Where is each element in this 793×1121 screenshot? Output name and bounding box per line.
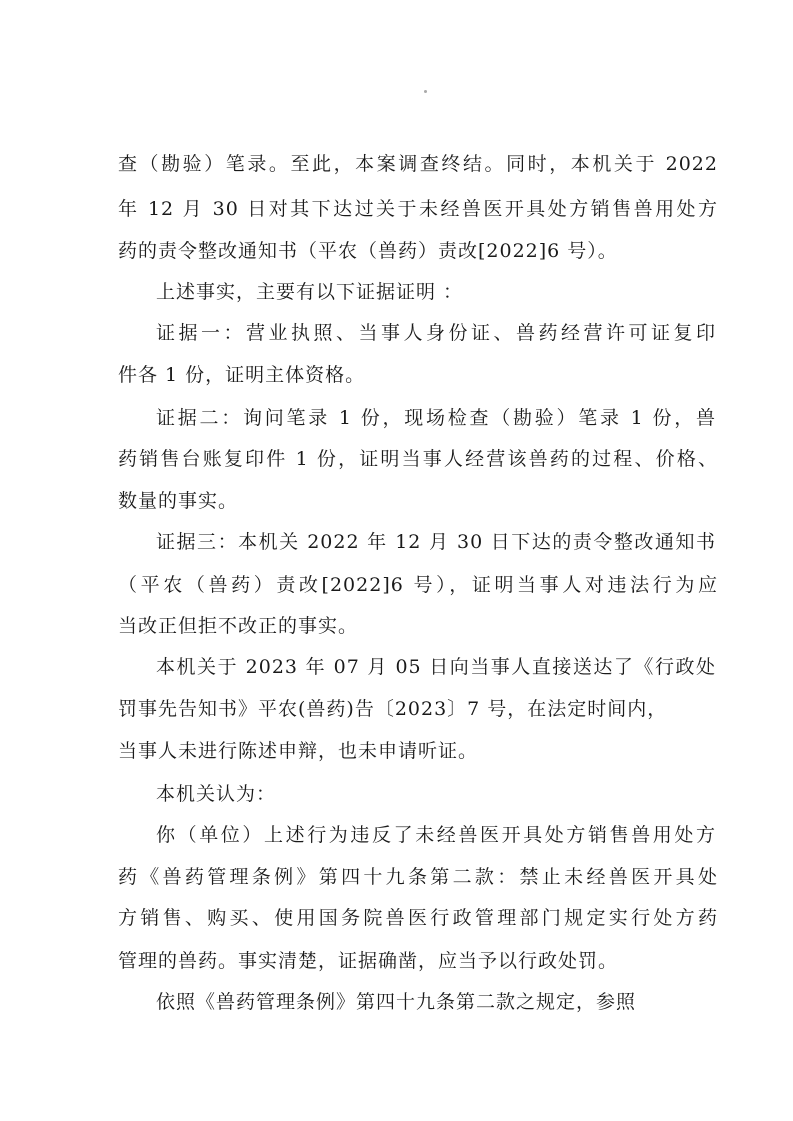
text-line: 证据一：营业执照、当事人身份证、兽药经营许可证复印: [156, 322, 716, 344]
text-line: 药销售台账复印件 1 份，证明当事人经营该兽药的过程、价格、: [118, 448, 718, 470]
text-line: 查（勘验）笔录。至此，本案调查终结。同时，本机关于 2022: [118, 153, 718, 175]
text-line: 药《兽药管理条例》第四十九条第二款：禁止未经兽医开具处: [118, 866, 718, 888]
text-line: 上述事实，主要有以下证据证明 ：: [156, 281, 464, 303]
text-line: 你（单位）上述行为违反了未经兽医开具处方销售兽用处方: [156, 824, 716, 846]
text-line: 药的责令整改通知书（平农（兽药）责改[2022]6 号）。: [118, 240, 618, 262]
text-line: 本机关认为：: [156, 783, 277, 805]
text-line: （平农（兽药）责改[2022]6 号），证明当事人对违法行为应: [118, 574, 718, 596]
text-line: 当事人未进行陈述申辩，也未申请听证。: [118, 740, 479, 762]
text-line: 证据二：询问笔录 1 份，现场检查（勘验）笔录 1 份，兽: [156, 407, 716, 429]
scan-speck: [424, 90, 427, 93]
text-line: 证据三：本机关 2022 年 12 月 30 日下达的责令整改通知书: [156, 531, 716, 553]
text-line: 数量的事实。: [118, 490, 239, 512]
text-line: 件各 1 份，证明主体资格。: [118, 364, 366, 386]
text-line: 当改正但拒不改正的事实。: [118, 615, 359, 637]
text-line: 管理的兽药。事实清楚，证据确凿，应当予以行政处罚。: [118, 950, 619, 972]
text-line: 方销售、购买、使用国务院兽医行政管理部门规定实行处方药: [118, 907, 718, 929]
text-line: 依照《兽药管理条例》第四十九条第二款之规定，参照: [156, 991, 637, 1013]
text-line: 本机关于 2023 年 07 月 05 日向当事人直接送达了《行政处: [156, 656, 716, 678]
text-line: 罚事先告知书》平农(兽药)告〔2023〕7 号，在法定时间内，: [118, 698, 668, 720]
text-line: 年 12 月 30 日对其下达过关于未经兽医开具处方销售兽用处方: [118, 198, 718, 220]
